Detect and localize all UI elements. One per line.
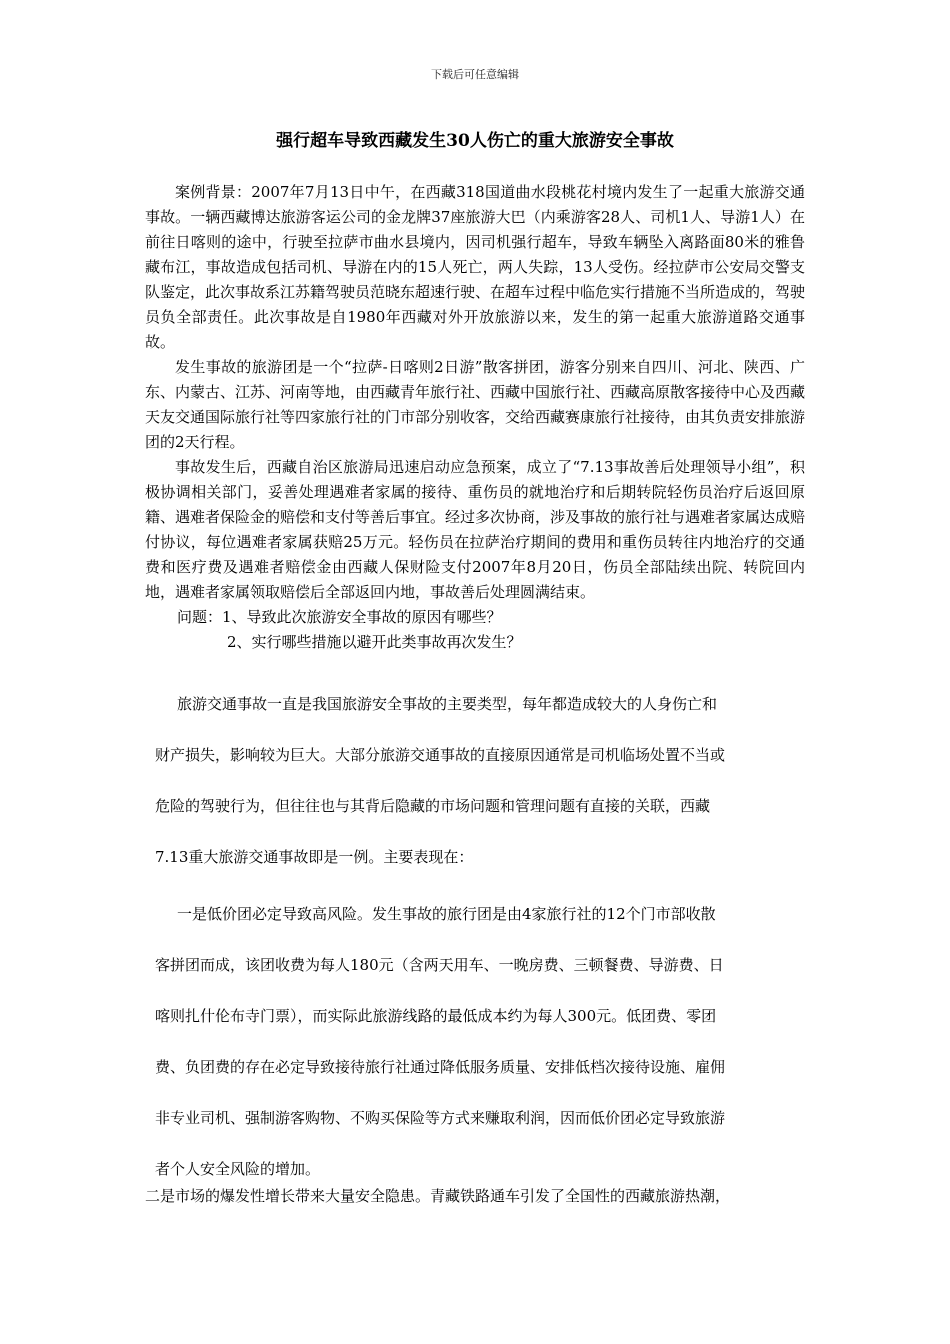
paragraph-aftermath: 事故发生后，西藏自治区旅游局迅速启动应急预案，成立了“7.13事故善后处理领导小组”，积极协调相关部门，妥善处理遇难者家属的接待、重伤员的就地治疗和后期转院轻伤员治疗后返回原籍、遇难者保险金的赔偿和支付等善后事宜。经过多次协商，涉及事故的旅行社与遇难者家属达成赔付协议，每位遇难者家属获赔25万元。轻伤员在拉萨治疗期间的费用和重伤员转往内地治疗的交通费和医疗费及遇难者赔偿金由西藏人保财险支付2007年8月20日，伤员全部陆续出院、转院回内地，遇难者家属领取赔偿后全部返回内地，事故善后处理圆满结束。 xyxy=(145,458,806,601)
analysis-section xyxy=(145,679,805,1195)
analysis-line: 财产损失，影响较为巨大。大部分旅游交通事故的直接原因通常是司机临场处置不当或 xyxy=(155,746,726,764)
analysis-line: 者个人安全风险的增加。 xyxy=(155,1160,321,1178)
analysis-line: 喀则扎什伦布寺门票），而实际此旅游线路的最低成本约为每人300元。低团费、零团 xyxy=(155,1007,717,1025)
analysis-line: 非专业司机、强制游客购物、不购买保险等方式来赚取利润，因而低价团必定导致旅游 xyxy=(155,1109,726,1127)
analysis-line: 一是低价团必定导致高风险。发生事故的旅行团是由4家旅行社的12个门市部收散 xyxy=(177,905,716,923)
analysis-last-line: 二是市场的爆发性增长带来大量安全隐患。青藏铁路通车引发了全国性的西藏旅游热潮， xyxy=(145,1187,731,1205)
question-2: 2、实行哪些措施以避开此类事故再次发生？ xyxy=(227,633,522,651)
paragraph-background: 案例背景：2007年7月13日中午，在西藏318国道曲水段桃花村境内发生了一起重大旅游交通事故。一辆西藏博达旅游客运公司的金龙牌37座旅游大巴（内乘游客28人、司机1人、导游1人）在前往日喀则的途中，行驶至拉萨市曲水县境内，因司机强行超车，导致车辆坠入离路面80米的雅鲁藏布江，事故造成包括司机、导游在内的15人死亡，两人失踪，13人受伤。经拉萨市公安局交警支队鉴定，此次事故系江苏籍驾驶员范晓东超速行驶、在超车过程中临危实行措施不当所造成的，驾驶员负全部责任。此次事故是自1980年西藏对外开放旅游以来，发生的第一起重大旅游道路交通事故。 xyxy=(145,183,806,351)
paragraph-tour-group: 发生事故的旅游团是一个“拉萨-日喀则2日游”散客拼团，游客分别来自四川、河北、陕西、广东、内蒙古、江苏、河南等地，由西藏青年旅行社、西藏中国旅行社、西藏高原散客接待中心及西藏天友交通国际旅行社等四家旅行社的门市部分别收客，交给西藏赛康旅行社接待，由其负责安排旅游团的2天行程。 xyxy=(145,358,806,451)
question-1: 问题：1、导致此次旅游安全事故的原因有哪些？ xyxy=(177,608,502,626)
document-title: 强行超车导致西藏发生30人伤亡的重大旅游安全事故 xyxy=(276,131,674,151)
analysis-line: 费、负团费的存在必定导致接待旅行社通过降低服务质量、安排低档次接待设施、雇佣 xyxy=(155,1058,726,1076)
page-header: 下载后可任意编辑 xyxy=(431,68,519,81)
case-background xyxy=(145,180,805,655)
analysis-line: 旅游交通事故一直是我国旅游安全事故的主要类型，每年都造成较大的人身伤亡和 xyxy=(177,695,718,713)
analysis-line: 7.13重大旅游交通事故即是一例。主要表现在： xyxy=(155,848,474,866)
analysis-line: 危险的驾驶行为，但往往也与其背后隐藏的市场问题和管理问题有直接的关联，西藏 xyxy=(155,797,711,815)
analysis-line: 客拼团而成，该团收费为每人180元（含两天用车、一晚房费、三顿餐费、导游费、日 xyxy=(155,956,724,974)
